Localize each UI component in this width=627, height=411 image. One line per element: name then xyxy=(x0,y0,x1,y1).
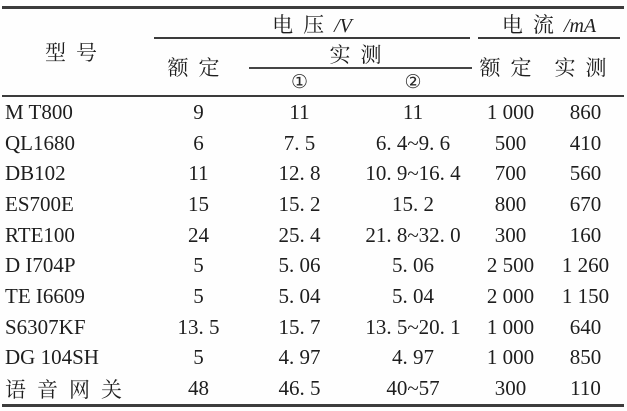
measured-current-cell: 860 xyxy=(569,99,602,124)
measured-2-cell: 10. 9~16. 4 xyxy=(365,161,461,186)
model-cell: D I704P xyxy=(5,253,76,278)
measured-current-cell: 670 xyxy=(569,191,602,216)
rated-current-cell: 300 xyxy=(494,376,527,401)
table-row xyxy=(2,312,624,343)
table-row xyxy=(2,220,624,251)
rated-current-header: 额定 xyxy=(479,56,542,80)
measured-current-cell: 1 150 xyxy=(561,283,610,308)
measured-2-cell: 40~57 xyxy=(386,376,440,401)
model-cell: M T800 xyxy=(5,99,73,124)
table-header xyxy=(2,8,624,97)
current-unit-label: /mA xyxy=(563,15,597,37)
rated-current-cell: 800 xyxy=(494,191,527,216)
table-row xyxy=(2,158,624,189)
measured-1-cell: 46. 5 xyxy=(278,376,321,401)
table-row xyxy=(2,373,624,405)
header-row-groups xyxy=(2,8,624,40)
measured-1-cell: 5. 06 xyxy=(278,253,321,278)
table-row xyxy=(2,128,624,159)
measured-current-cell: 410 xyxy=(569,130,602,155)
table-row xyxy=(2,189,624,220)
rated-voltage-cell: 48 xyxy=(188,376,209,401)
rated-current-cell: 1 000 xyxy=(486,99,535,124)
table-row xyxy=(2,96,624,128)
measured-current-cell: 850 xyxy=(569,345,602,370)
measured-current-cell: 560 xyxy=(569,161,602,186)
voltage-group-label: 电压 xyxy=(272,13,335,37)
rated-current-cell: 1 000 xyxy=(486,314,535,339)
rated-voltage-cell: 24 xyxy=(188,222,209,247)
measurement-table xyxy=(2,6,624,407)
rated-voltage-cell: 9 xyxy=(193,99,204,124)
rated-current-cell: 300 xyxy=(494,222,527,247)
table-row xyxy=(2,343,624,374)
model-cell: TE I6609 xyxy=(5,283,85,308)
measured-1-cell: 7. 5 xyxy=(283,130,316,155)
rated-voltage-header: 额定 xyxy=(167,56,230,80)
measured-1-cell: 5. 04 xyxy=(278,283,321,308)
model-cell: ES700E xyxy=(5,191,74,216)
table-row xyxy=(2,250,624,281)
rated-current-cell: 2 500 xyxy=(486,253,535,278)
rated-current-cell: 700 xyxy=(494,161,527,186)
rated-current-cell: 1 000 xyxy=(486,345,535,370)
current-group-header xyxy=(474,8,624,40)
measured-2-cell: 6. 4~9. 6 xyxy=(375,130,451,155)
model-cell: DB102 xyxy=(5,161,66,186)
rated-current-cell: 500 xyxy=(494,130,527,155)
measured-current-cell: 1 260 xyxy=(561,253,610,278)
measured-2-cell: 5. 06 xyxy=(392,253,434,278)
table-body xyxy=(2,96,624,405)
measured-1-header: ① xyxy=(290,71,309,93)
measured-current-cell: 160 xyxy=(569,222,602,247)
measured-2-cell: 11 xyxy=(402,99,424,124)
voltage-group-header xyxy=(150,8,474,40)
rated-current-cell: 2 000 xyxy=(486,283,535,308)
measured-voltage-header: 实测 xyxy=(247,39,474,69)
rated-voltage-cell: 5 xyxy=(193,253,204,278)
voltage-unit-label: /V xyxy=(334,15,352,37)
rated-voltage-cell: 6 xyxy=(193,130,204,155)
measured-1-cell: 11 xyxy=(289,99,310,124)
rated-voltage-cell: 5 xyxy=(193,283,204,308)
measured-1-cell: 25. 4 xyxy=(278,222,321,247)
rated-voltage-cell: 5 xyxy=(193,345,204,370)
measured-2-cell: 4. 97 xyxy=(392,345,434,370)
measured-current-cell: 640 xyxy=(569,314,602,339)
model-cell: RTE100 xyxy=(5,222,75,247)
measured-1-cell: 15. 2 xyxy=(278,191,321,216)
measured-2-cell: 15. 2 xyxy=(392,191,434,216)
model-cell: DG 104SH xyxy=(5,345,99,370)
rated-voltage-cell: 15 xyxy=(188,191,209,216)
table-row xyxy=(2,281,624,312)
model-cell: QL1680 xyxy=(5,130,75,155)
model-column-header: 型号 xyxy=(45,41,107,65)
measured-1-cell: 4. 97 xyxy=(278,345,321,370)
measured-2-header: ② xyxy=(404,71,422,93)
model-cell: 语音网关 xyxy=(5,377,133,402)
measured-2-cell: 5. 04 xyxy=(392,283,434,308)
rated-voltage-cell: 11 xyxy=(188,161,209,186)
measured-1-cell: 15. 7 xyxy=(278,314,321,339)
model-cell: S6307KF xyxy=(5,314,86,339)
rated-voltage-cell: 13. 5 xyxy=(177,314,220,339)
measured-2-cell: 21. 8~32. 0 xyxy=(365,222,461,247)
current-group-label: 电流 xyxy=(501,13,564,37)
measured-2-cell: 13. 5~20. 1 xyxy=(365,314,461,339)
measured-current-cell: 110 xyxy=(570,376,601,401)
measured-current-header: 实测 xyxy=(554,56,617,80)
measured-1-cell: 12. 8 xyxy=(278,161,321,186)
